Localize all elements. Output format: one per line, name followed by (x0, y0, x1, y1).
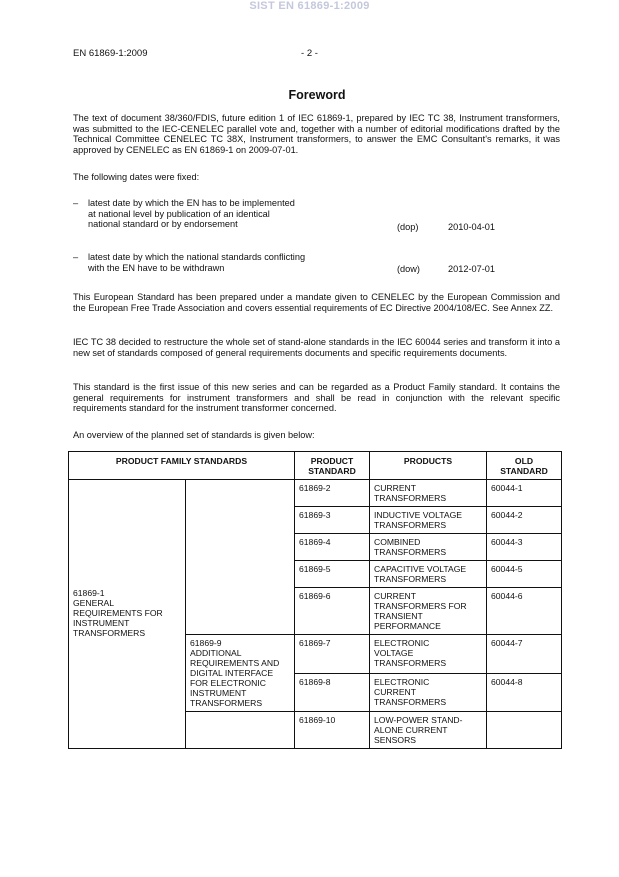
document-id: EN 61869-1:2009 (73, 48, 148, 59)
general-requirements-text: 61869-1 GENERAL REQUIREMENTS FOR INSTRUMENT TRANSFORMERS (73, 587, 163, 638)
old-standard-cell: 60044-1 (487, 480, 562, 507)
header-product-standard: PRODUCT STANDARD (295, 452, 370, 480)
product-standard-cell: 61869-8 (295, 673, 370, 712)
product-cell: CAPACITIVE VOLTAGE TRANSFORMERS (370, 561, 487, 588)
product-standard-cell: 61869-4 (295, 534, 370, 561)
old-standard-cell: 60044-7 (487, 635, 562, 674)
page-number: - 2 - (301, 48, 318, 59)
paragraph-intro: The text of document 38/360/FDIS, future edition 1 of IEC 61869-1, prepared by IEC TC 38, Instrument transformers, was submitted to the IEC-CENELEC parallel vote and, together with a number of editorial modifications drafted by the Technical Committee CENELEC TC 38X, Instrument transformers, to answer the EMC Consultant's remarks, it was approved by CENELEC as EN 61869-1 on 2009-07-01. (73, 113, 560, 155)
table-row (69, 480, 562, 507)
blank-cell (186, 712, 295, 749)
date-item-date: 2010-04-01 (448, 222, 495, 232)
date-item-text: latest date by which the EN has to be implemented at national level by publication of an identical national standard or by endorsement (88, 198, 295, 230)
header-old-standard: OLD STANDARD (487, 452, 562, 480)
product-cell: LOW-POWER STAND- ALONE CURRENT SENSORS (370, 712, 487, 749)
header-products: PRODUCTS (370, 452, 487, 480)
blank-cell (186, 480, 295, 635)
product-cell: INDUCTIVE VOLTAGE TRANSFORMERS (370, 507, 487, 534)
product-cell: ELECTRONIC CURRENT TRANSFORMERS (370, 673, 487, 712)
table-header-row (69, 452, 562, 480)
old-standard-cell: 60044-6 (487, 588, 562, 635)
header-family: PRODUCT FAMILY STANDARDS (69, 452, 295, 480)
product-standard-cell: 61869-7 (295, 635, 370, 674)
bullet-dash: – (73, 198, 79, 208)
standards-table (68, 451, 562, 749)
general-requirements-cell (69, 480, 186, 749)
product-standard-cell: 61869-3 (295, 507, 370, 534)
bullet-dash: – (73, 252, 79, 262)
product-cell: ELECTRONIC VOLTAGE TRANSFORMERS (370, 635, 487, 674)
product-cell: CURRENT TRANSFORMERS FOR TRANSIENT PERFORMANCE (370, 588, 487, 635)
additional-requirements-cell: 61869-9 ADDITIONAL REQUIREMENTS AND DIGITAL INTERFACE FOR ELECTRONIC INSTRUMENT TRANSFORMERS (186, 635, 295, 712)
paragraph-product-family: This standard is the first issue of this new series and can be regarded as a Product Family standard. It contains the general requirements for instrument transformers and shall be read in conjunction with the relevant specific requirements standard for the instrument transformer concerned. (73, 382, 560, 414)
product-standard-cell: 61869-5 (295, 561, 370, 588)
paragraph-restructure: IEC TC 38 decided to restructure the whole set of stand-alone standards in the IEC 60044 series and transform it into a new set of standards composed of general requirements documents and specific requirements documents. (73, 337, 560, 358)
product-standard-cell: 61869-6 (295, 588, 370, 635)
page-title: Foreword (288, 88, 346, 102)
paragraph-dates-intro: The following dates were fixed: (73, 172, 200, 182)
date-item-text: latest date by which the national standards conflicting with the EN have to be withdrawn (88, 252, 306, 273)
product-standard-cell: 61869-2 (295, 480, 370, 507)
old-standard-cell: 60044-8 (487, 673, 562, 712)
product-cell: COMBINED TRANSFORMERS (370, 534, 487, 561)
watermark: SIST EN 61869-1:2009 (249, 0, 370, 12)
old-standard-cell: 60044-2 (487, 507, 562, 534)
old-standard-cell (487, 712, 562, 749)
paragraph-mandate: This European Standard has been prepared under a mandate given to CENELEC by the European Commission and the European Free Trade Association and covers essential requirements of EC Directive 2004/108/EC. See Annex ZZ. (73, 292, 560, 313)
date-item-code: (dop) (397, 222, 419, 232)
product-cell: CURRENT TRANSFORMERS (370, 480, 487, 507)
old-standard-cell: 60044-5 (487, 561, 562, 588)
old-standard-cell: 60044-3 (487, 534, 562, 561)
date-item-code: (dow) (397, 264, 420, 274)
product-standard-cell: 61869-10 (295, 712, 370, 749)
paragraph-overview: An overview of the planned set of standards is given below: (73, 430, 315, 440)
date-item-date: 2012-07-01 (448, 264, 495, 274)
